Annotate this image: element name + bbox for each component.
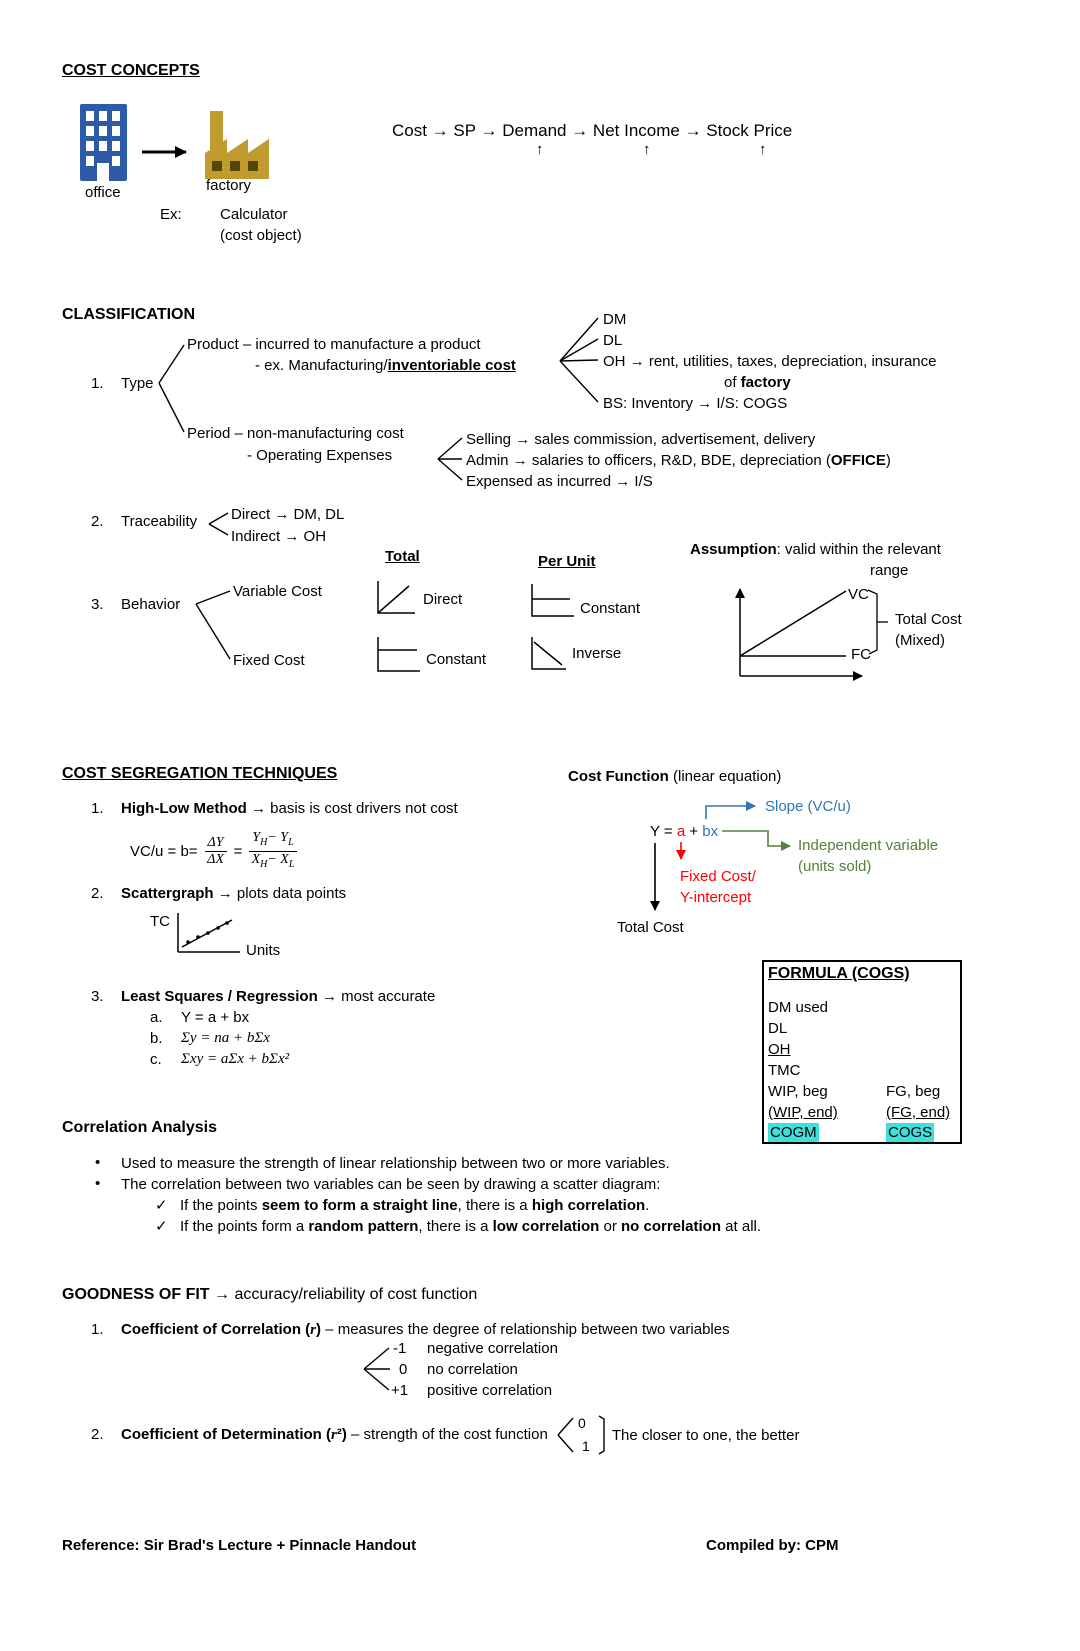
independent-variable-annotation-line2: (units sold) [798,858,872,875]
correlation-check2: If the points form a random pattern, there is a low correlation or no correlation at all. [180,1218,762,1235]
product-brace-lines [560,318,598,402]
flow-up-arrow-demand: ↑ [536,141,544,158]
graph-scattergraph [178,913,240,952]
formula-cogm: COGM [770,1124,817,1141]
behavior-item-label: Behavior [121,596,181,613]
equation-b: Σy = na + bΣx [181,1030,270,1046]
total-variable-graph-label: Direct [423,591,463,608]
delta-fraction-numerator: ΔY [205,835,227,852]
behavior-item-number: 3. [91,596,104,613]
yh-subscript: H [260,836,268,848]
scale-positive-value: +1 [391,1382,409,1399]
traceability-item-number: 2. [91,513,104,530]
fixed-cost-annotation-line2: Y-intercept [680,889,752,906]
equation-b-letter: b. [150,1030,163,1047]
variable-cost-label: Variable Cost [233,583,322,600]
slope-annotation: Slope (VC/u) [765,798,851,815]
classification-heading: CLASSIFICATION [62,306,196,323]
equation-a: Y = a + bx [181,1009,250,1026]
scattergraph-y-axis-label: TC [150,913,170,930]
type-item-number: 1. [91,375,104,392]
graph-total-fixed [378,637,420,671]
traceability-item-label: Traceability [121,513,198,530]
formula-tmc: TMC [768,1062,801,1079]
cogs-formula-box [762,960,962,1144]
equation-c: Σxy = aΣx + bΣx² [181,1051,290,1067]
mixed-cost-bracket [868,590,888,654]
formula-equals: = [233,842,243,860]
independent-variable-arrow [722,831,790,846]
flow-up-arrow-stock-price: ↑ [759,141,767,158]
fixed-cost-annotation-line1: Fixed Cost/ [680,868,756,885]
goodness-item2-line [121,1415,800,1454]
cost-flow-text: Cost → SP → Demand → Net Income → Stock Price [392,121,793,140]
product-cost-dl: DL [603,332,623,349]
independent-variable-annotation-line1: Independent variable [798,837,939,854]
graph-mixed-cost [740,589,862,676]
assumption-note: Assumption: valid within the relevant [690,541,941,558]
vc-label: VC [848,586,869,603]
cost-function-heading: Cost Function (linear equation) [568,768,782,785]
high-low-item-text: High-Low Method → basis is cost drivers not cost [121,800,458,817]
formula-wip-beg: WIP, beg [768,1083,828,1100]
bullet1-glyph: • [95,1154,101,1171]
period-opex: - Operating Expenses [247,447,393,464]
factory-icon [205,111,269,179]
type-branch-lines [159,345,184,432]
product-bs-note: BS: Inventory → I/S: COGS [603,395,788,412]
xl-subscript: L [288,858,295,870]
yl-subscript: L [288,836,294,848]
graph-per-unit-fixed [532,584,574,616]
formula-box-heading: FORMULA (COGS) [768,965,910,982]
scale-negative-label: negative correlation [427,1340,558,1357]
product-cost-oh-cont: of factory [724,374,791,391]
delta-fraction [205,835,227,868]
scale-zero-value: 0 [399,1361,408,1378]
example-prefix: Ex: [160,206,182,223]
xh-term: X [251,851,261,867]
formula-wip-end: (WIP, end) [768,1104,838,1121]
equation-c-letter: c. [150,1051,162,1068]
formula-dl: DL [768,1020,788,1037]
correlation-bullet1: Used to measure the strength of linear relationship between two or more variables. [121,1155,670,1172]
mixed-cost-label-line1: Total Cost [895,611,962,628]
office-icon-label: office [85,184,121,201]
per-unit-variable-graph-label: Inverse [572,645,622,662]
scattergraph-item-number: 2. [91,885,104,902]
scattergraph-x-axis-label: Units [246,942,281,959]
goodness-item2-text: Coefficient of Determination (r²) – strength of the cost function [121,1426,548,1443]
per-unit-fixed-graph-label: Constant [580,600,641,617]
fc-label: FC [851,646,871,663]
product-cost-dm: DM [603,311,627,328]
formula-fg-end: (FG, end) [886,1104,951,1121]
xl-term: − X [267,851,289,867]
yl-term: − Y [267,830,289,845]
formula-oh: OH [768,1041,791,1058]
high-low-fraction [249,830,296,873]
graph-per-unit-variable [532,637,566,669]
period-brace-lines [438,438,462,480]
formula-lead: VC/u = b= [130,842,198,860]
per-unit-column-heading: Per Unit [538,553,596,570]
check2-icon: ✓ [155,1218,168,1235]
formula-cogs: COGS [888,1124,933,1141]
determination-range-glyph [555,1412,607,1458]
traceability-branch-lines [209,513,228,535]
correlation-scale-brace [364,1348,390,1390]
goodness-item1-text: Coefficient of Correlation (r) – measures the degree of relationship between two variables [121,1321,730,1338]
equation-a-letter: a. [150,1009,163,1026]
segregation-heading: COST SEGREGATION TECHNIQUES [62,765,338,782]
correlation-bullet2: The correlation between two variables can be seen by drawing a scatter diagram: [121,1176,661,1193]
formula-fg-beg: FG, beg [886,1083,941,1100]
slope-pointer-arrow [706,806,755,819]
office-icon [80,104,127,181]
graph-total-variable [378,581,415,613]
scale-positive-label: positive correlation [427,1382,553,1399]
factory-icon-label: factory [206,177,252,194]
high-low-fraction-denominator [252,852,295,873]
correlation-check1: If the points seem to form a straight line, there is a high correlation. [180,1197,650,1214]
cost-function-equation: Y = a + bx [650,823,719,840]
period-selling: Selling → sales commission, advertisement, delivery [466,431,816,448]
goodness-item2-note: The closer to one, the better [611,1426,800,1444]
flow-up-arrow-net-income: ↑ [643,141,651,158]
example-note: (cost object) [220,227,302,244]
scale-zero-label: no correlation [427,1361,518,1378]
high-low-formula [130,830,297,873]
period-expensed: Expensed as incurred → I/S [466,473,653,490]
period-admin: Admin → salaries to officers, R&D, BDE, depreciation (OFFICE) [466,452,891,469]
page-title: COST CONCEPTS [62,62,200,79]
behavior-branch-lines [196,591,230,659]
goodness-item1-number: 1. [91,1321,104,1338]
high-low-fraction-numerator [249,830,296,852]
total-cost-annotation: Total Cost [617,919,684,936]
total-fixed-graph-label: Constant [426,651,487,668]
bullet2-glyph: • [95,1175,101,1192]
correlation-heading: Correlation Analysis [62,1119,218,1136]
goodness-item2-number: 2. [91,1426,104,1443]
goodness-heading: GOODNESS OF FIT → accuracy/reliability of cost function [62,1286,478,1303]
period-definition: Period – non-manufacturing cost [187,425,404,442]
yh-term: Y [252,830,261,845]
mixed-cost-label-line2: (Mixed) [895,632,946,649]
type-item-label: Type [121,375,154,392]
total-column-heading: Total [385,548,420,565]
scale-negative-value: -1 [393,1340,407,1357]
fixed-cost-label: Fixed Cost [233,652,305,669]
product-example: - ex. Manufacturing/inventoriable cost [255,357,516,374]
delta-fraction-denominator: ΔX [207,851,224,867]
least-squares-item-number: 3. [91,988,104,1005]
footer-reference: Reference: Sir Brad's Lecture + Pinnacle Handout [62,1537,417,1554]
determination-range-top: 0 [577,1415,586,1431]
assumption-note-cont: range [870,562,909,579]
product-cost-oh: OH → rent, utilities, taxes, depreciation, insurance [603,353,937,370]
footer-compiled-by: Compiled by: CPM [706,1537,839,1554]
traceability-direct: Direct → DM, DL [231,506,345,523]
traceability-indirect: Indirect → OH [231,528,327,545]
product-definition: Product – incurred to manufacture a product [187,336,481,353]
formula-dm-used: DM used [768,999,829,1016]
example-object: Calculator [220,206,288,223]
xh-subscript: H [260,858,268,870]
high-low-item-number: 1. [91,800,104,817]
determination-range-bottom: 1 [581,1438,590,1454]
scattergraph-item-text: Scattergraph → plots data points [121,885,347,902]
least-squares-item-text: Least Squares / Regression → most accurate [121,988,436,1005]
check1-icon: ✓ [155,1197,168,1214]
